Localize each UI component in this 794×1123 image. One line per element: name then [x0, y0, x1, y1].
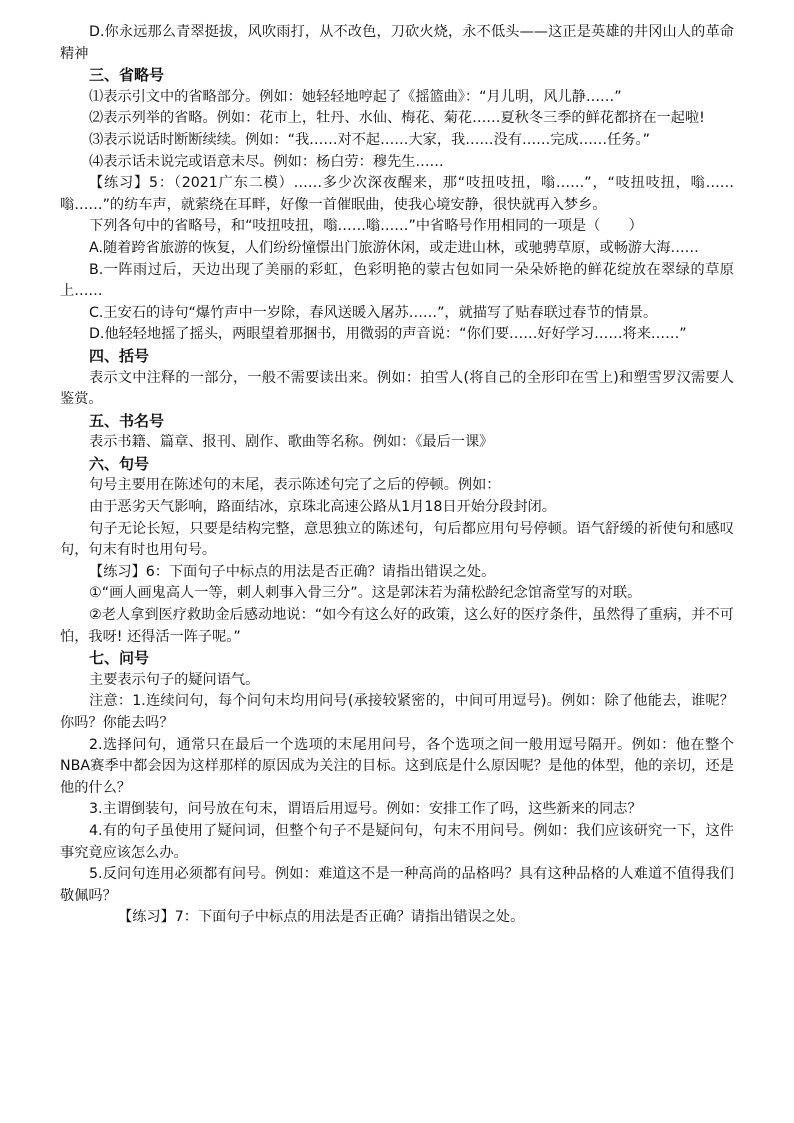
rule-text: ⑵表示列举的省略。例如：花市上，牡丹、水仙、梅花、菊花……夏秋冬三季的鲜花都挤在一起啦!: [89, 110, 705, 127]
option-text: A.随着跨省旅游的恢复，人们纷纷憧憬出门旅游休闲，或走进山林，或驰骋草原，或畅游大海……: [89, 239, 699, 256]
rule-text: 句子无论长短，只要是结构完整，意思独立的陈述句，句后都应用句号停顿。语气舒缓的祈使句和感叹句，句末有时也用句号。: [60, 520, 734, 559]
exercise-text: 【练习】5：（2021广东二模）……多少次深夜醒来，那“吱扭吱扭，嗡……”，“吱扭吱扭，嗡……嗡……”的纺车声，就萦绕在耳畔，好像一首催眠曲，使我心境安静，很快就再入梦乡。: [60, 175, 734, 213]
rule-text: 3.主谓倒装句，问号放在句末，谓语后用逗号。例如：安排工作了吗，这些新来的同志？: [89, 801, 642, 818]
rule-text: 注意：1.连续问句，每个问句末均用问号(承接较紧密的，中间可用逗号)。例如：除了他能去，谁呢？你吗？你能去吗？: [60, 693, 734, 731]
section-heading-ellipsis: 三、省略号: [89, 66, 165, 85]
rule-text: 句号主要用在陈述句的末尾，表示陈述句完了之后的停顿。例如：: [89, 477, 501, 494]
example-text: 由于恶劣天气影响，路面结冰，京珠北高速公路从1月18日开始分段封闭。: [89, 499, 556, 516]
section-heading-period: 六、句号: [89, 454, 150, 473]
exercise-text: 【练习】7：下面句子中标点的用法是否正确？请指出错误之处。: [118, 909, 525, 926]
exercise-text: 【练习】6：下面句子中标点的用法是否正确？请指出错误之处。: [89, 563, 496, 580]
option-text: C.王安石的诗句“爆竹声中一岁除，春风送暖入屠苏……”，就描写了贴春联过春节的情景。: [89, 304, 658, 321]
rule-text: ⑶表示说话时断断续续。例如：“我……对不起……大家，我……没有……完成……任务。”: [89, 131, 650, 148]
rule-text: ⑴表示引文中的省略部分。例如：她轻轻地哼起了《摇篮曲》：“月儿明，风儿静……”: [89, 88, 622, 105]
rule-text: 表示书籍、篇章、报刊、剧作、歌曲等名称。例如：《最后一课》: [89, 434, 494, 451]
rule-text: 5.反问句连用必须都有问号。例如：难道这不是一种高尚的品格吗？具有这种品格的人难道不值得我们敬佩吗？: [60, 866, 734, 904]
option-d-text: D.你永远那么青翠挺拔，风吹雨打，从不改色，刀砍火烧，永不低头——这正是英雄的井冈山人的革命精神: [60, 24, 734, 62]
question-text: 下列各句中的省略号，和“吱扭吱扭，嗡……嗡……”中省略号作用相同的一项是（ ）: [89, 218, 643, 235]
section-heading-title-marks: 五、书名号: [89, 411, 165, 430]
section-heading-question-mark: 七、问号: [89, 649, 150, 668]
rule-text: 4.有的句子虽使用了疑问词，但整个句子不是疑问句，句末不用问号。例如：我们应该研究一下，这件事究竟应该怎么办。: [60, 822, 734, 861]
document-page: [60, 22, 734, 929]
rule-text: 2.选择问句，通常只在最后一个选项的末尾用问号，各个选项之间一般用逗号隔开。例如：他在整个NBA赛季中都会因为这样那样的原因成为关注的目标。这到底是什么原因呢？是他的体型，他的亲切，还是他的什么？: [60, 736, 734, 796]
rule-text: 主要表示句子的疑问语气。: [89, 671, 260, 688]
example-text: ②老人拿到医疗救助金后感动地说：“如今有这么好的政策，这么好的医疗条件，虽然得了重病，并不可怕，我呀! 还得活一阵子呢。”: [60, 607, 734, 645]
section-heading-brackets: 四、括号: [89, 346, 150, 365]
option-text: B.一阵雨过后，天边出现了美丽的彩虹，色彩明艳的蒙古包如同一朵朵娇艳的鲜花绽放在翠绿的草原上……: [60, 261, 734, 300]
rule-text: ⑷表示话未说完或语意未尽。例如：杨白劳：穆先生……: [89, 153, 444, 170]
example-text: ①“画人画鬼高人一等，刺人刺事入骨三分”。这是郭沫若为蒲松龄纪念馆斋堂写的对联。: [89, 585, 642, 602]
option-text: D.他轻轻地摇了摇头，两眼望着那捆书，用微弱的声音说：“你们要……好好学习……将来……”: [89, 326, 687, 343]
rule-text: 表示文中注释的一部分，一般不需要读出来。例如：拍雪人(将自己的全形印在雪上)和塑雪罗汉需要人鉴赏。: [60, 369, 734, 408]
